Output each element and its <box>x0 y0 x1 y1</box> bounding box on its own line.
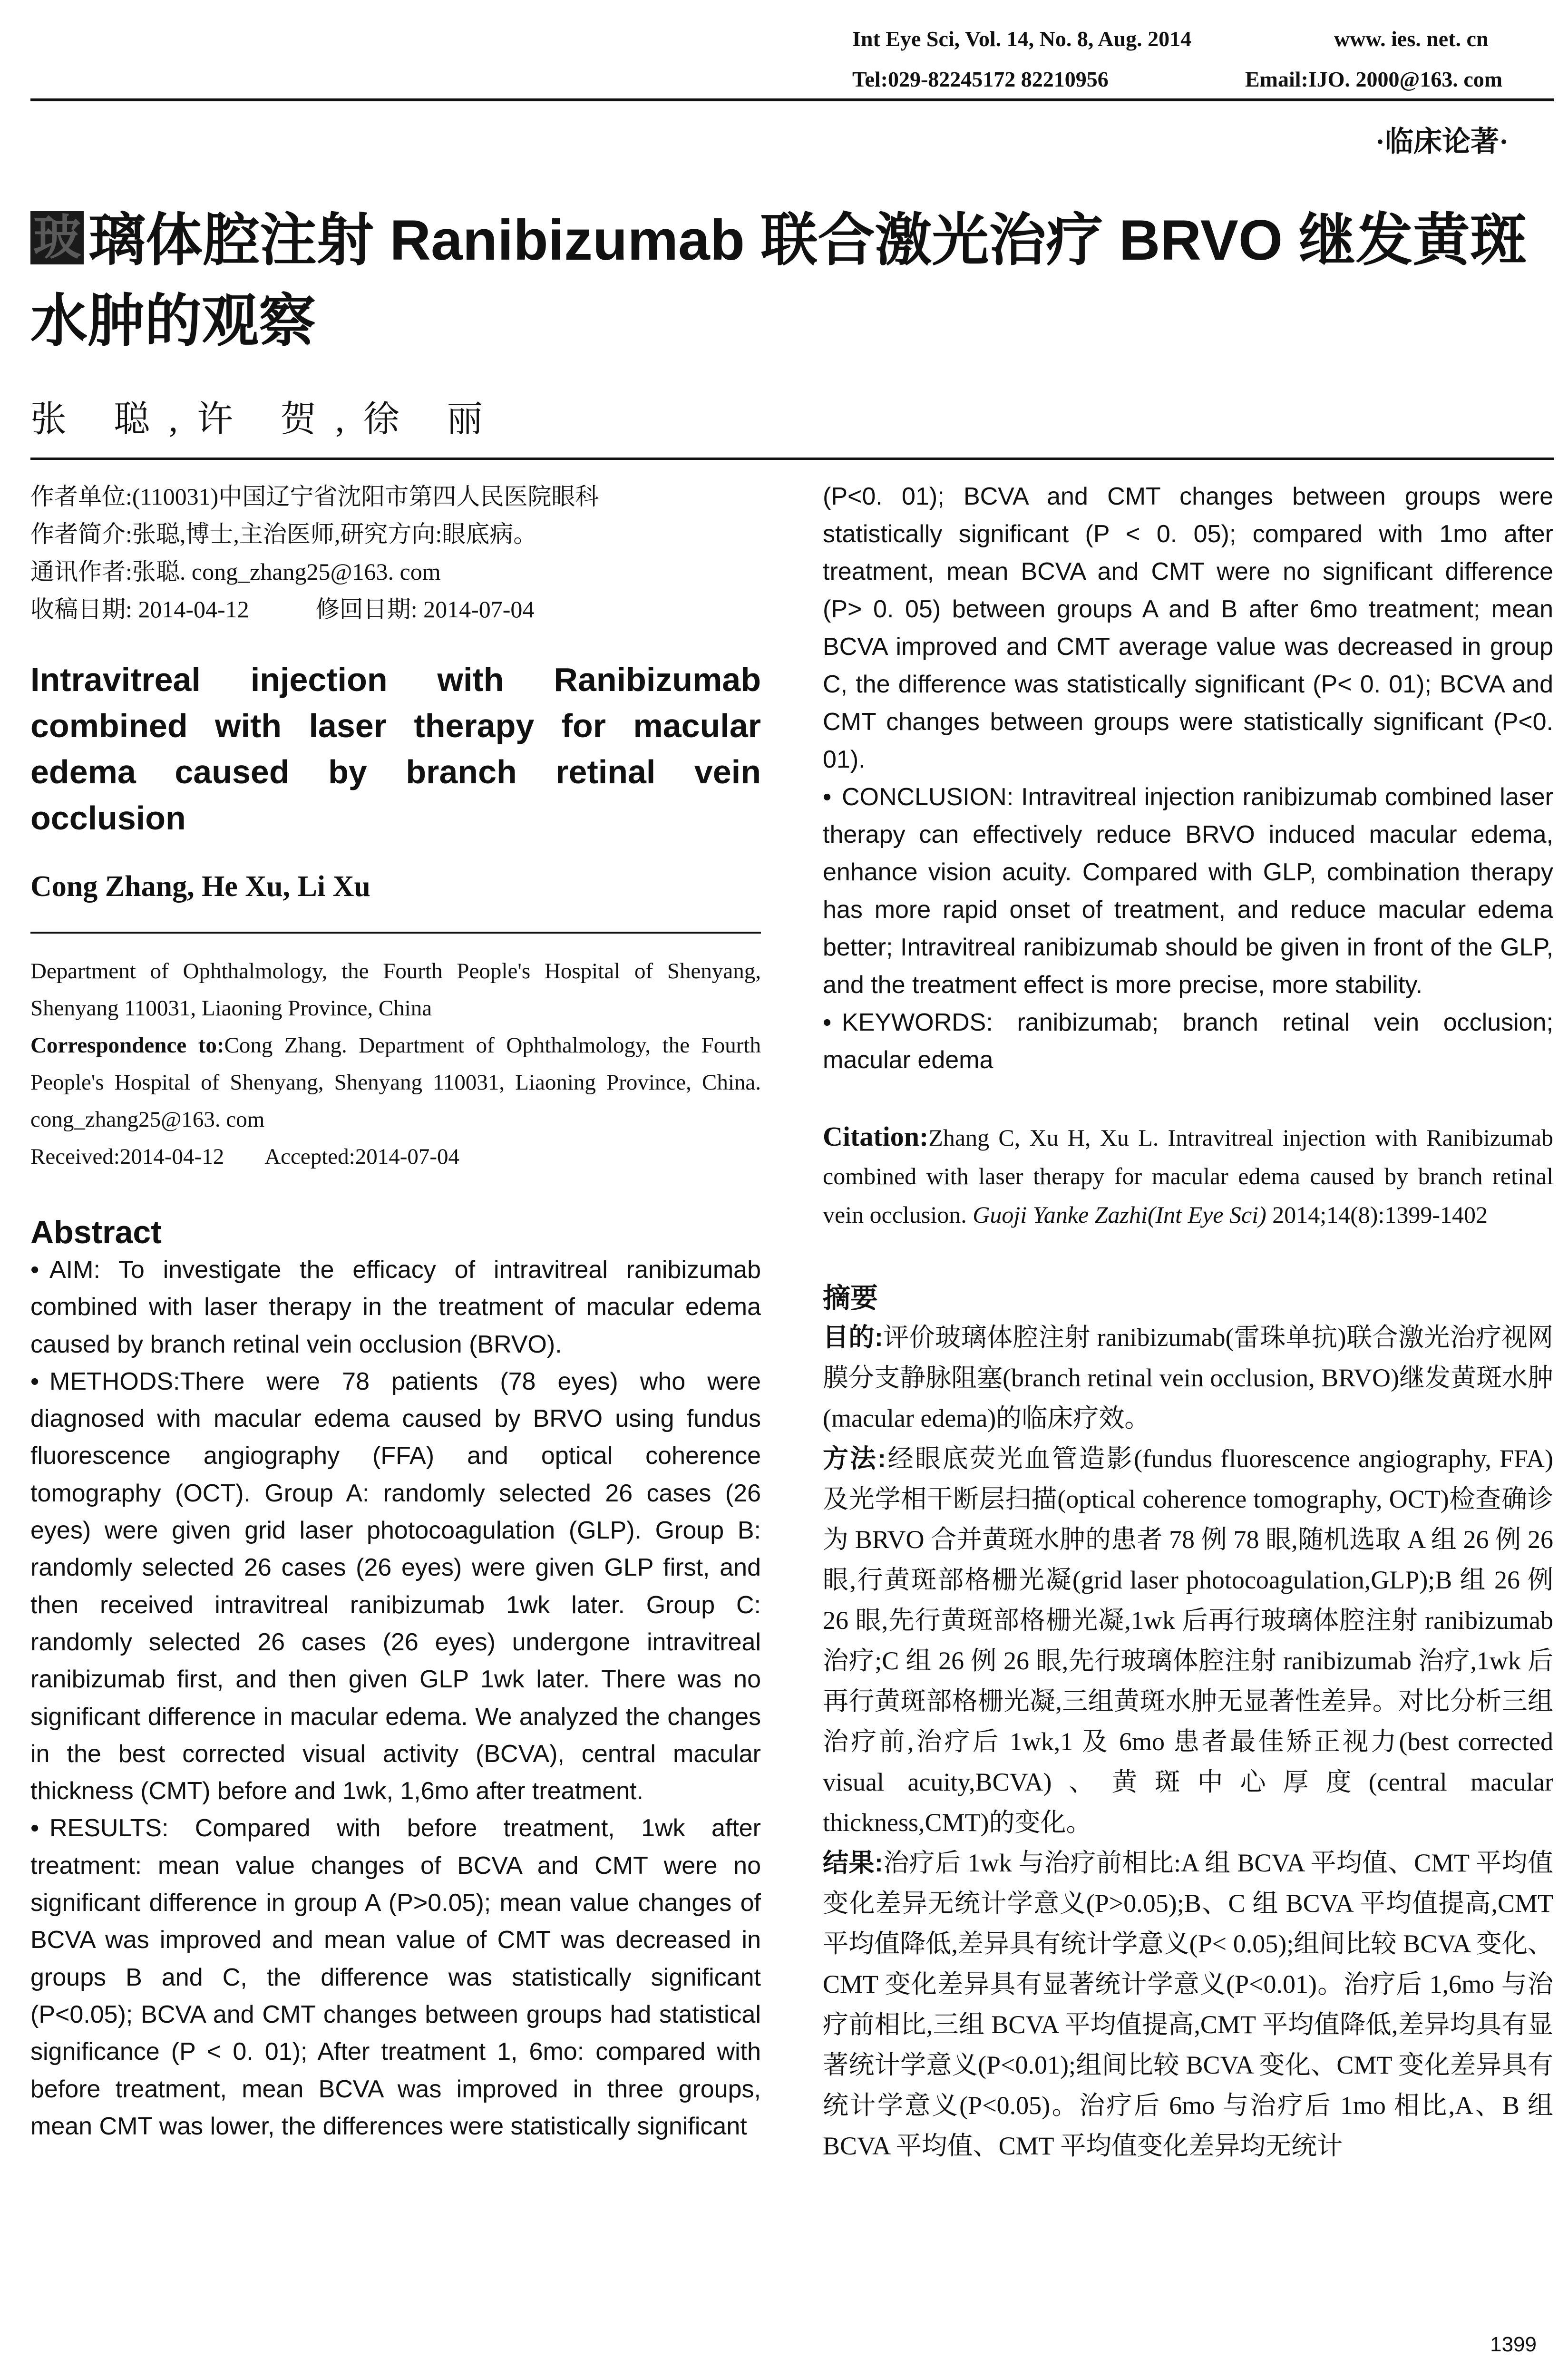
chinese-abstract-heading: 摘要 <box>823 1283 878 1314</box>
english-authors: Cong Zhang, He Xu, Li Xu <box>30 870 370 903</box>
affiliation-dept: Department of Ophthalmology, the Fourth People's Hospital of Shenyang, Shenyang 110031, Liaoning Province, China <box>30 959 761 1021</box>
abstract-results-continued: (P<0. 01); BCVA and CMT changes between groups were statistically significant (P < 0. 05); compared with 1mo after treatment, mean BCVA and CMT were no significant difference (P> 0. 05) between groups A and B after 6mo treatment; mean BCVA improved and CMT average value was decreased in group C, the difference was statistically significant (P< 0. 01); BCVA and CMT changes between groups were statistically significant (P<0. 01). <box>823 483 1553 773</box>
citation-journal: Guoji Yanke Zazhi(Int Eye Sci) <box>973 1201 1266 1228</box>
correspondence <box>30 1027 761 1138</box>
accepted-date-en: Accepted:2014-07-04 <box>264 1144 460 1169</box>
journal-website: www. ies. net. cn <box>1334 27 1489 51</box>
citation-volume: 2014;14(8):1399-1402 <box>1266 1201 1488 1228</box>
revised-date-cn: 修回日期: 2014-07-04 <box>315 596 535 623</box>
left-column <box>30 478 761 2145</box>
title-rule <box>30 458 1554 460</box>
author-intro: 作者简介:张聪,博士,主治医师,研究方向:眼底病。 <box>30 521 537 547</box>
abstract-results: • RESULTS: Compared with before treatment, 1wk after treatment: mean value changes of BCVA and CMT were no significant difference in group A (P>0.05); mean value changes of BCVA was improved and mean value of CMT was decreased in groups B and C, the difference was statistically significant (P<0.05); BCVA and CMT changes between groups had statistical significance (P < 0. 01); After treatment 1, 6mo: compared with before treatment, mean BCVA was improved in three groups, mean CMT was lower, the differences were statistically significant <box>30 1814 761 2140</box>
header-rule <box>30 98 1554 101</box>
journal-header <box>0 0 1568 109</box>
affiliation-rule <box>30 932 761 934</box>
english-title: Intravitreal injection with Ranibizumab combined with laser therapy for macular edema caused by branch retinal vein occlusion <box>30 661 761 837</box>
affiliation-block <box>30 953 761 1175</box>
title-first-char-mark: 玻 <box>30 211 84 264</box>
citation-block <box>823 1117 1553 1234</box>
abstract-heading: Abstract <box>30 1214 162 1250</box>
journal-email: Email:IJO. 2000@163. com <box>1245 67 1503 91</box>
citation-label: Citation: <box>823 1121 929 1152</box>
right-column <box>823 478 1553 2166</box>
correspondence-text: Cong Zhang. Department of Ophthalmology, the Fourth People's Hospital of Shenyang, Shenyang 110031, Liaoning Province, China. cong_zhang25@163. com <box>30 1033 761 1132</box>
journal-tel: Tel:029-82245172 82210956 <box>852 67 1109 91</box>
chinese-title-text: 璃体腔注射 Ranibizumab 联合激光治疗 BRVO 继发黄斑水肿的观察 <box>30 208 1527 353</box>
abstract-aim: • AIM: To investigate the efficacy of intravitreal ranibizumab combined with laser therapy in the treatment of macular edema caused by branch retinal vein occlusion (BRVO). <box>30 1256 761 1358</box>
chinese-title <box>30 200 1552 361</box>
article-category: ·临床论著· <box>1375 126 1509 157</box>
chinese-authors: 张 聪,许 贺,徐 丽 <box>30 399 502 439</box>
cn-abstract-methods: 方法:经眼底荧光血管造影(fundus fluorescence angiography, FFA)及光学相干断层扫描(optical coherence tomography, OCT)检查确诊为 BRVO 合并黄斑水肿的患者 78 例 78 眼,随机选取 A 组 26 例 26 眼,行黄斑部格栅光凝(grid laser photocoagulation,GLP);B 组 26 例 26 眼,先行黄斑部格栅光凝,1wk 后再行玻璃体腔注射 ranibizumab 治疗;C 组 26 例 26 眼,先行玻璃体腔注射 ranibizumab 治疗,1wk 后再行黄斑部格栅光凝,三组黄斑水肿无显著性差异。对比分析三组治疗前,治疗后 1wk,1 及 6mo 患者最佳矫正视力(best corrected visual acuity,BCVA)、黄斑中心厚度(central macular thickness,CMT)的变化。 <box>823 1444 1553 1837</box>
cn-abstract-results: 结果:治疗后 1wk 与治疗前相比:A 组 BCVA 平均值、CMT 平均值变化差异无统计学意义(P>0.05);B、C 组 BCVA 平均值提高,CMT 平均值降低,差异具有统计学意义(P< 0.05);组间比较 BCVA 变化、CMT 变化差异具有显著统计学意义(P<0.01)。治疗后 1,6mo 与治疗前相比,三组 BCVA 平均值提高,CMT 平均值降低,差异均具有显著统计学意义(P<0.01);组间比较 BCVA 变化、CMT 变化差异具有统计学意义(P<0.05)。治疗后 6mo 与治疗后 1mo 相比,A、B 组 BCVA 平均值、CMT 平均值变化差异均无统计 <box>823 1849 1553 2160</box>
received-accepted <box>30 1138 761 1175</box>
abstract-keywords: • KEYWORDS: ranibizumab; branch retinal vein occlusion; macular edema <box>823 1009 1553 1074</box>
received-revised-dates <box>30 591 761 628</box>
received-date-en: Received:2014-04-12 <box>30 1144 224 1169</box>
abstract-conclusion: • CONCLUSION: Intravitreal injection ranibizumab combined laser therapy can effectively reduce BRVO induced macular edema, enhance vision acuity. Compared with GLP, combination therapy has more rapid onset of treatment, and reduce macular edema better; Intravitreal ranibizumab should be given in front of the GLP, and the treatment effect is more precise, more stability. <box>823 783 1553 999</box>
author-unit: 作者单位:(110031)中国辽宁省沈阳市第四人民医院眼科 <box>30 483 599 510</box>
correspondence-label: Correspondence to: <box>30 1033 224 1058</box>
page-number: 1399 <box>1490 2333 1537 2356</box>
received-date-cn: 收稿日期: 2014-04-12 <box>30 596 249 623</box>
cn-abstract-aim: 目的:评价玻璃体腔注射 ranibizumab(雷珠单抗)联合激光治疗视网膜分支静脉阻塞(branch retinal vein occlusion, BRVO)继发黄斑水肿(macular edema)的临床疗效。 <box>823 1323 1554 1432</box>
journal-citation-line: Int Eye Sci, Vol. 14, No. 8, Aug. 2014 <box>852 27 1192 51</box>
abstract-methods: • METHODS:There were 78 patients (78 eyes) who were diagnosed with macular edema caused by BRVO using fundus fluorescence angiography (FFA) and optical coherence tomography (OCT). Group A: randomly selected 26 cases (26 eyes) were given grid laser photocoagulation (GLP). Group B: randomly selected 26 cases (26 eyes) were given GLP first, and then received intravitreal ranibizumab 1wk later. Group C: randomly selected 26 cases (26 eyes) undergone intravitreal ranibizumab first, and then given GLP 1wk later. There was no significant difference in macular edema. We analyzed the changes in the best corrected visual activity (BCVA), central macular thickness (CMT) before and 1wk, 1,6mo after treatment. <box>30 1367 761 1805</box>
citation-text: Zhang C, Xu H, Xu L. Intravitreal injection with Ranibizumab combined with laser therapy for macular edema caused by branch retinal vein occlusion. <box>823 1124 1553 1228</box>
corresponding-author: 通讯作者:张聪. cong_zhang25@163. com <box>30 558 441 585</box>
